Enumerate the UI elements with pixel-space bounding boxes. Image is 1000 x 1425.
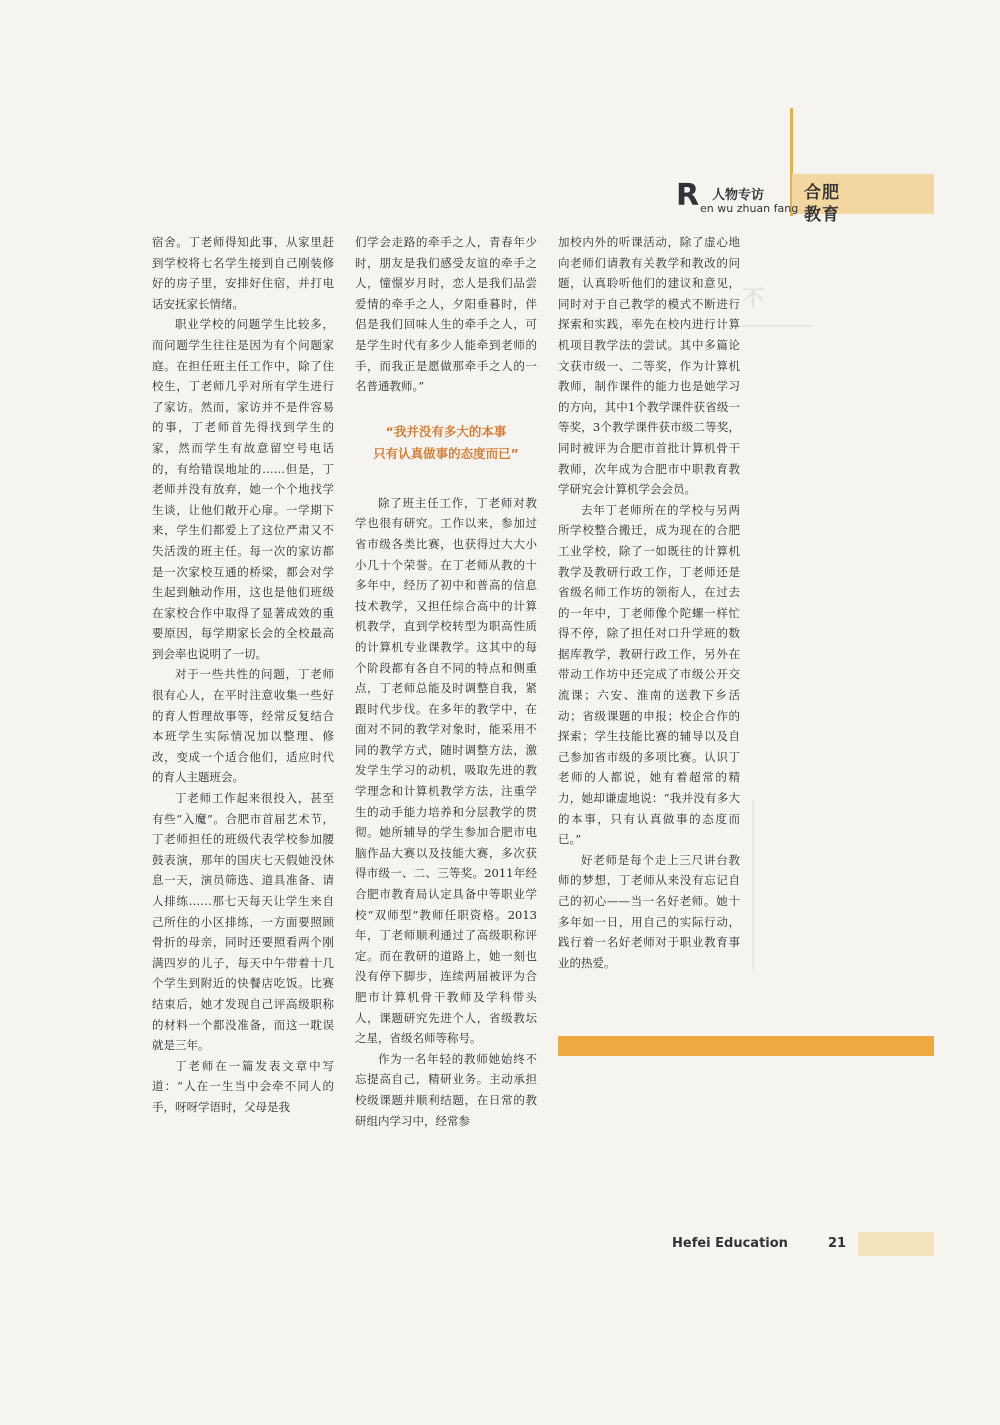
paragraph: 宿舍。丁老师得知此事，从家里赶到学校将七名学生接到自己刚装修好的房子里，安排好住宿，并打电话安抚家长情绪。 [152,235,334,311]
section-pinyin: en wu zhuan fang [700,202,799,215]
subheading [355,421,537,465]
page-footer [672,1236,847,1256]
bleed-through-shadow [752,800,824,970]
section-title: 人物专访 [712,188,765,203]
magazine-brand-line1: 合肥 [804,183,840,203]
paragraph: 加校内外的听课活动，除了虚心地向老师们请教有关教学和教改的问题，认真聆听他们的建议和意见，同时对于自己教学的模式不断进行探索和实践，率先在校内进行计算机项目教学法的尝试。其中多篇论文获市级一、二等奖，作为计算机教师，制作课件的能力也是她学习的方向，其中1个教学课件获省级一等奖，3个教学课件获市级二等奖，同时被评为合肥市首批计算机骨干教师，次年成为合肥市中职教育教学研究会计算机学会会员。 [558,235,740,497]
paragraph: 作为一名年轻的教师她始终不忘提高自己，精研业务。主动承担校级课题并顺利结题，在日常的教研组内学习中，经常参 [355,1051,537,1128]
magazine-brand-line2: 教育 [804,205,840,225]
subheading-line-2: 只有认真做事的态度而已” [373,445,519,461]
paragraph: 除了班主任工作，丁老师对教学也很有研究。工作以来，参加过省市级各类比赛，也获得过大大小小几十个荣誉。在丁老师从教的十多年中，经历了初中和普高的信息技术教学，又担任综合高中的计算机教学，直到学校转型为职高性质的计算机专业课教学。这其中的每个阶段都有各自不同的特点和侧重点，丁老师总能及时调整自我，紧跟时代步伐。在多年的教学中，在面对不同的教学对象时，能采用不同的教学方式，随时调整方法，激发学生学习的动机，吸取先进的教学理念和计算机教学方法，注重学生的动手能力培养和分层教学的贯彻。她所辅导的学生参加合肥市电脑作品大赛以及技能大赛，多次获得市级一、二、三等奖。2011年经合肥市教育局认定具备中等职业学校“双师型”教师任职资格。2013年，丁老师顺利通过了高级职称评定。而在教研的道路上，她一刻也没有停下脚步，连续两届被评为合肥市计算机骨干教师及学科带头人，课题研究先进个人，省级教坛之星，省级名师等称号。 [355,495,537,1046]
paragraph: 丁老师工作起来很投入，甚至有些“入魔”。合肥市首届艺术节，丁老师担任的班级代表学校参加腰鼓表演，那年的国庆七天假她没休息一天，演员筛选、道具准备、请人排练……那七天每天让学生来自己所住的小区排练，一方面要照顾骨折的母亲，同时还要照看两个刚满四岁的儿子，每天中午带着十几个学生到附近的快餐店吃饭。比赛结束后，她才发现自己评高级职称的材料一个都没准备，而这一耽误就是三年。 [152,791,334,1053]
paragraph: 丁老师在一篇发表文章中写道：“人在一生当中会牵不同人的手，呀呀学语时，父母是我 [152,1058,334,1114]
article-column-1 [152,232,334,1118]
article-column-2 [355,232,537,1131]
bleed-through-shadow [190,1064,750,1174]
paragraph: 们学会走路的牵手之人，青春年少时，朋友是我们感受友谊的牵手之人，憧憬岁月时，恋人是我们品尝爱情的牵手之人，夕阳垂暮时，伴侣是我们回味人生的牵手之人，可是学生时代有多少人能牵到老师的手，而我正是愿做那牵手之人的一名普通教师。” [355,235,537,394]
footer-color-block [858,1232,934,1256]
subheading-line-1: “我并没有多大的本事 [385,423,507,439]
paragraph: 去年丁老师所在的学校与另两所学校整合搬迁，成为现在的合肥工业学校，除了一如既往的计算机教学及教研行政工作，丁老师还是省级名师工作坊的领衔人，在过去的一年中，丁老师像个陀螺一样忙得不停，除了担任对口升学班的数据库教学，教研行政工作，另外在带动工作坊中还完成了市级公开交流课；六安、淮南的送教下乡活动；省级课题的申报；校企合作的探索；学生技能比赛的辅导以及自己参加省市级的多项比赛。认识丁老师的人都说，她有着超常的精力，她却谦虚地说：“我并没有多大的本事，只有认真做事的态度而已。” [558,502,740,847]
section-header [672,108,934,225]
section-initial-letter: R [676,178,700,213]
paragraph: 对于一些共性的问题，丁老师很有心人，在平时注意收集一些好的育人哲理故事等，经常反复结合本班学生实际情况加以整理、修改，变成一个适合他们，适应时代的育人主题班会。 [152,667,334,785]
decorative-orange-bar [558,1036,934,1056]
article-column-3 [558,232,740,973]
bleed-through-shadow: 不 [742,282,822,482]
paragraph: 好老师是每个走上三尺讲台教师的梦想，丁老师从来没有忘记自己的初心——当一名好老师。她十多年如一日，用自己的实际行动，践行着一名好老师对于职业教育事业的热爱。 [558,852,740,970]
magazine-name: Hefei Education [672,1236,788,1251]
paragraph: 职业学校的问题学生比较多，而问题学生往往是因为有个问题家庭。在担任班主任工作中，除了住校生，丁老师几乎对所有学生进行了家访。然而，家访并不是件容易的事，丁老师首先得找到学生的家，然而学生有故意留空号电话的，有给错误地址的……但是，丁老师并没有放弃，她一个个地找学生谈，让他们敞开心扉。一学期下来，学生们都爱上了这位严肃又不失活泼的班主任。每一次的家访都是一次家校互通的桥梁，都会对学生起到触动作用，这也是他们班级在家校合作中取得了显著成效的重要原因，每学期家长会的全校最高到会率也说明了一切。 [152,317,334,661]
page-number: 21 [828,1236,847,1251]
